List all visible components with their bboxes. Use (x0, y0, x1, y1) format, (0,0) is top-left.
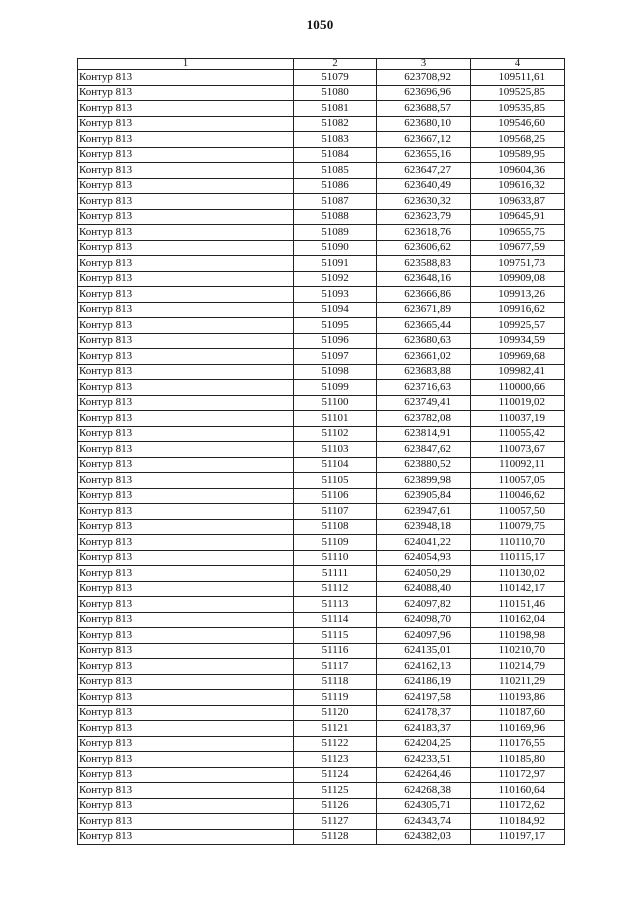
y-coordinate-cell: 110000,66 (471, 380, 565, 396)
table-row (78, 550, 565, 566)
y-coordinate-cell: 109751,73 (471, 256, 565, 272)
x-coordinate-cell: 623618,76 (377, 225, 471, 241)
y-coordinate-cell: 110160,64 (471, 783, 565, 799)
point-number-cell: 51125 (294, 783, 377, 799)
point-number-cell: 51127 (294, 814, 377, 830)
x-coordinate-cell: 623899,98 (377, 473, 471, 489)
point-number-cell: 51126 (294, 798, 377, 814)
table-row (78, 333, 565, 349)
contour-name-cell: Контур 813 (78, 85, 294, 101)
y-coordinate-cell: 109511,61 (471, 70, 565, 86)
point-number-cell: 51111 (294, 566, 377, 582)
point-number-cell: 51114 (294, 612, 377, 628)
point-number-cell: 51098 (294, 364, 377, 380)
table-row (78, 442, 565, 458)
point-number-cell: 51128 (294, 829, 377, 845)
point-number-cell: 51105 (294, 473, 377, 489)
contour-name-cell: Контур 813 (78, 814, 294, 830)
x-coordinate-cell: 624268,38 (377, 783, 471, 799)
x-coordinate-cell: 624098,70 (377, 612, 471, 628)
y-coordinate-cell: 110172,97 (471, 767, 565, 783)
x-coordinate-cell: 624305,71 (377, 798, 471, 814)
x-coordinate-cell: 623696,96 (377, 85, 471, 101)
point-number-cell: 51095 (294, 318, 377, 334)
x-coordinate-cell: 623630,32 (377, 194, 471, 210)
contour-name-cell: Контур 813 (78, 550, 294, 566)
contour-name-cell: Контур 813 (78, 116, 294, 132)
table-row (78, 488, 565, 504)
y-coordinate-cell: 109589,95 (471, 147, 565, 163)
x-coordinate-cell: 623716,63 (377, 380, 471, 396)
y-coordinate-cell: 109633,87 (471, 194, 565, 210)
y-coordinate-cell: 109568,25 (471, 132, 565, 148)
table-row (78, 504, 565, 520)
contour-name-cell: Контур 813 (78, 163, 294, 179)
point-number-cell: 51103 (294, 442, 377, 458)
table-row (78, 597, 565, 613)
point-number-cell: 51099 (294, 380, 377, 396)
x-coordinate-cell: 624178,37 (377, 705, 471, 721)
contour-name-cell: Контур 813 (78, 70, 294, 86)
y-coordinate-cell: 110214,79 (471, 659, 565, 675)
table-row (78, 457, 565, 473)
x-coordinate-cell: 623880,52 (377, 457, 471, 473)
x-coordinate-cell: 623948,18 (377, 519, 471, 535)
x-coordinate-cell: 623667,12 (377, 132, 471, 148)
x-coordinate-cell: 623671,89 (377, 302, 471, 318)
point-number-cell: 51086 (294, 178, 377, 194)
point-number-cell: 51115 (294, 628, 377, 644)
point-number-cell: 51123 (294, 752, 377, 768)
table-row (78, 705, 565, 721)
y-coordinate-cell: 110187,60 (471, 705, 565, 721)
contour-name-cell: Контур 813 (78, 349, 294, 365)
table-row (78, 225, 565, 241)
point-number-cell: 51124 (294, 767, 377, 783)
table-row (78, 194, 565, 210)
table-row (78, 643, 565, 659)
point-number-cell: 51120 (294, 705, 377, 721)
point-number-cell: 51119 (294, 690, 377, 706)
contour-name-cell: Контур 813 (78, 395, 294, 411)
y-coordinate-cell: 110057,05 (471, 473, 565, 489)
point-number-cell: 51080 (294, 85, 377, 101)
contour-name-cell: Контур 813 (78, 457, 294, 473)
table-row (78, 349, 565, 365)
table-row (78, 256, 565, 272)
x-coordinate-cell: 623680,10 (377, 116, 471, 132)
contour-name-cell: Контур 813 (78, 736, 294, 752)
x-coordinate-cell: 624183,37 (377, 721, 471, 737)
y-coordinate-cell: 110079,75 (471, 519, 565, 535)
contour-name-cell: Контур 813 (78, 271, 294, 287)
point-number-cell: 51112 (294, 581, 377, 597)
point-number-cell: 51096 (294, 333, 377, 349)
contour-name-cell: Контур 813 (78, 659, 294, 675)
table-row (78, 829, 565, 845)
y-coordinate-cell: 109925,57 (471, 318, 565, 334)
point-number-cell: 51113 (294, 597, 377, 613)
x-coordinate-cell: 623588,83 (377, 256, 471, 272)
x-coordinate-cell: 623665,44 (377, 318, 471, 334)
x-coordinate-cell: 624054,93 (377, 550, 471, 566)
x-coordinate-cell: 624343,74 (377, 814, 471, 830)
table-row (78, 85, 565, 101)
y-coordinate-cell: 110057,50 (471, 504, 565, 520)
table-body (78, 70, 565, 845)
point-number-cell: 51089 (294, 225, 377, 241)
point-number-cell: 51088 (294, 209, 377, 225)
y-coordinate-cell: 110184,92 (471, 814, 565, 830)
x-coordinate-cell: 623905,84 (377, 488, 471, 504)
contour-name-cell: Контур 813 (78, 426, 294, 442)
point-number-cell: 51087 (294, 194, 377, 210)
point-number-cell: 51101 (294, 411, 377, 427)
point-number-cell: 51102 (294, 426, 377, 442)
x-coordinate-cell: 624135,01 (377, 643, 471, 659)
y-coordinate-cell: 109645,91 (471, 209, 565, 225)
contour-name-cell: Контур 813 (78, 101, 294, 117)
y-coordinate-cell: 109616,32 (471, 178, 565, 194)
contour-name-cell: Контур 813 (78, 411, 294, 427)
x-coordinate-cell: 623648,16 (377, 271, 471, 287)
contour-name-cell: Контур 813 (78, 132, 294, 148)
contour-name-cell: Контур 813 (78, 628, 294, 644)
x-coordinate-cell: 624050,29 (377, 566, 471, 582)
point-number-cell: 51110 (294, 550, 377, 566)
point-number-cell: 51107 (294, 504, 377, 520)
contour-name-cell: Контур 813 (78, 194, 294, 210)
table-row (78, 178, 565, 194)
point-number-cell: 51116 (294, 643, 377, 659)
table-row (78, 395, 565, 411)
y-coordinate-cell: 109982,41 (471, 364, 565, 380)
table-row (78, 318, 565, 334)
x-coordinate-cell: 624097,96 (377, 628, 471, 644)
contour-name-cell: Контур 813 (78, 519, 294, 535)
contour-name-cell: Контур 813 (78, 147, 294, 163)
point-number-cell: 51106 (294, 488, 377, 504)
y-coordinate-cell: 110110,70 (471, 535, 565, 551)
contour-name-cell: Контур 813 (78, 209, 294, 225)
contour-name-cell: Контур 813 (78, 302, 294, 318)
point-number-cell: 51082 (294, 116, 377, 132)
contour-name-cell: Контур 813 (78, 535, 294, 551)
contour-name-cell: Контур 813 (78, 225, 294, 241)
table-row (78, 380, 565, 396)
table-row (78, 163, 565, 179)
y-coordinate-cell: 110172,62 (471, 798, 565, 814)
x-coordinate-cell: 624382,03 (377, 829, 471, 845)
contour-name-cell: Контур 813 (78, 612, 294, 628)
table-row (78, 752, 565, 768)
y-coordinate-cell: 109913,26 (471, 287, 565, 303)
x-coordinate-cell: 624162,13 (377, 659, 471, 675)
y-coordinate-cell: 110176,55 (471, 736, 565, 752)
contour-name-cell: Контур 813 (78, 287, 294, 303)
point-number-cell: 51100 (294, 395, 377, 411)
x-coordinate-cell: 623655,16 (377, 147, 471, 163)
x-coordinate-cell: 623647,27 (377, 163, 471, 179)
table-row (78, 674, 565, 690)
y-coordinate-cell: 109655,75 (471, 225, 565, 241)
contour-name-cell: Контур 813 (78, 566, 294, 582)
x-coordinate-cell: 623683,88 (377, 364, 471, 380)
x-coordinate-cell: 623708,92 (377, 70, 471, 86)
y-coordinate-cell: 110151,46 (471, 597, 565, 613)
contour-name-cell: Контур 813 (78, 798, 294, 814)
contour-name-cell: Контур 813 (78, 829, 294, 845)
table-row (78, 70, 565, 86)
y-coordinate-cell: 110073,67 (471, 442, 565, 458)
x-coordinate-cell: 623623,79 (377, 209, 471, 225)
contour-name-cell: Контур 813 (78, 473, 294, 489)
contour-name-cell: Контур 813 (78, 581, 294, 597)
x-coordinate-cell: 624204,25 (377, 736, 471, 752)
table-row (78, 659, 565, 675)
contour-name-cell: Контур 813 (78, 240, 294, 256)
table-row (78, 566, 565, 582)
contour-name-cell: Контур 813 (78, 333, 294, 349)
y-coordinate-cell: 110055,42 (471, 426, 565, 442)
x-coordinate-cell: 623947,61 (377, 504, 471, 520)
point-number-cell: 51093 (294, 287, 377, 303)
y-coordinate-cell: 110193,86 (471, 690, 565, 706)
y-coordinate-cell: 109604,36 (471, 163, 565, 179)
y-coordinate-cell: 110211,29 (471, 674, 565, 690)
contour-name-cell: Контур 813 (78, 380, 294, 396)
contour-name-cell: Контур 813 (78, 364, 294, 380)
point-number-cell: 51090 (294, 240, 377, 256)
table-row (78, 271, 565, 287)
point-number-cell: 51085 (294, 163, 377, 179)
x-coordinate-cell: 623661,02 (377, 349, 471, 365)
table-row (78, 364, 565, 380)
y-coordinate-cell: 110037,19 (471, 411, 565, 427)
x-coordinate-cell: 624233,51 (377, 752, 471, 768)
y-coordinate-cell: 110185,80 (471, 752, 565, 768)
table-row (78, 612, 565, 628)
point-number-cell: 51079 (294, 70, 377, 86)
point-number-cell: 51081 (294, 101, 377, 117)
column-header-2: 2 (294, 59, 377, 70)
point-number-cell: 51084 (294, 147, 377, 163)
point-number-cell: 51094 (294, 302, 377, 318)
table-row (78, 411, 565, 427)
contour-name-cell: Контур 813 (78, 256, 294, 272)
page-number: 1050 (306, 17, 334, 32)
contour-name-cell: Контур 813 (78, 597, 294, 613)
contour-name-cell: Контур 813 (78, 643, 294, 659)
table-row (78, 116, 565, 132)
y-coordinate-cell: 110197,17 (471, 829, 565, 845)
x-coordinate-cell: 623847,62 (377, 442, 471, 458)
contour-name-cell: Контур 813 (78, 504, 294, 520)
point-number-cell: 51118 (294, 674, 377, 690)
y-coordinate-cell: 109546,60 (471, 116, 565, 132)
y-coordinate-cell: 110019,02 (471, 395, 565, 411)
x-coordinate-cell: 623666,86 (377, 287, 471, 303)
table-row (78, 101, 565, 117)
y-coordinate-cell: 110169,96 (471, 721, 565, 737)
table-row (78, 581, 565, 597)
y-coordinate-cell: 109909,08 (471, 271, 565, 287)
point-number-cell: 51121 (294, 721, 377, 737)
contour-name-cell: Контур 813 (78, 318, 294, 334)
y-coordinate-cell: 110210,70 (471, 643, 565, 659)
y-coordinate-cell: 110162,04 (471, 612, 565, 628)
column-header-3: 3 (377, 59, 471, 70)
contour-name-cell: Контур 813 (78, 674, 294, 690)
contour-name-cell: Контур 813 (78, 783, 294, 799)
y-coordinate-cell: 109677,59 (471, 240, 565, 256)
x-coordinate-cell: 624197,58 (377, 690, 471, 706)
table-header-row (78, 59, 565, 70)
y-coordinate-cell: 109535,85 (471, 101, 565, 117)
y-coordinate-cell: 110115,17 (471, 550, 565, 566)
x-coordinate-cell: 623640,49 (377, 178, 471, 194)
contour-name-cell: Контур 813 (78, 488, 294, 504)
x-coordinate-cell: 623814,91 (377, 426, 471, 442)
table-row (78, 287, 565, 303)
x-coordinate-cell: 624097,82 (377, 597, 471, 613)
y-coordinate-cell: 109916,62 (471, 302, 565, 318)
table-row (78, 473, 565, 489)
y-coordinate-cell: 110142,17 (471, 581, 565, 597)
contour-name-cell: Контур 813 (78, 721, 294, 737)
y-coordinate-cell: 109934,59 (471, 333, 565, 349)
point-number-cell: 51097 (294, 349, 377, 365)
contour-name-cell: Контур 813 (78, 178, 294, 194)
y-coordinate-cell: 109969,68 (471, 349, 565, 365)
table-row (78, 209, 565, 225)
table-row (78, 767, 565, 783)
point-number-cell: 51117 (294, 659, 377, 675)
table-row (78, 132, 565, 148)
table-row (78, 783, 565, 799)
point-number-cell: 51109 (294, 535, 377, 551)
x-coordinate-cell: 623688,57 (377, 101, 471, 117)
table-row (78, 535, 565, 551)
table-row (78, 798, 565, 814)
point-number-cell: 51108 (294, 519, 377, 535)
point-number-cell: 51083 (294, 132, 377, 148)
table-row (78, 426, 565, 442)
x-coordinate-cell: 623782,08 (377, 411, 471, 427)
x-coordinate-cell: 624264,46 (377, 767, 471, 783)
table-row (78, 814, 565, 830)
y-coordinate-cell: 110198,98 (471, 628, 565, 644)
x-coordinate-cell: 623606,62 (377, 240, 471, 256)
point-number-cell: 51091 (294, 256, 377, 272)
x-coordinate-cell: 624088,40 (377, 581, 471, 597)
contour-name-cell: Контур 813 (78, 690, 294, 706)
y-coordinate-cell: 110130,02 (471, 566, 565, 582)
table-row (78, 519, 565, 535)
table-row (78, 628, 565, 644)
table-row (78, 302, 565, 318)
table-row (78, 736, 565, 752)
column-header-1: 1 (78, 59, 294, 70)
point-number-cell: 51092 (294, 271, 377, 287)
contour-name-cell: Контур 813 (78, 705, 294, 721)
column-header-4: 4 (471, 59, 565, 70)
point-number-cell: 51122 (294, 736, 377, 752)
table-row (78, 240, 565, 256)
x-coordinate-cell: 624186,19 (377, 674, 471, 690)
y-coordinate-cell: 110092,11 (471, 457, 565, 473)
contour-name-cell: Контур 813 (78, 442, 294, 458)
table-row (78, 690, 565, 706)
contour-name-cell: Контур 813 (78, 767, 294, 783)
x-coordinate-cell: 624041,22 (377, 535, 471, 551)
x-coordinate-cell: 623749,41 (377, 395, 471, 411)
contour-name-cell: Контур 813 (78, 752, 294, 768)
y-coordinate-cell: 109525,85 (471, 85, 565, 101)
coordinates-table (77, 58, 565, 845)
y-coordinate-cell: 110046,62 (471, 488, 565, 504)
point-number-cell: 51104 (294, 457, 377, 473)
x-coordinate-cell: 623680,63 (377, 333, 471, 349)
table-row (78, 147, 565, 163)
table-row (78, 721, 565, 737)
